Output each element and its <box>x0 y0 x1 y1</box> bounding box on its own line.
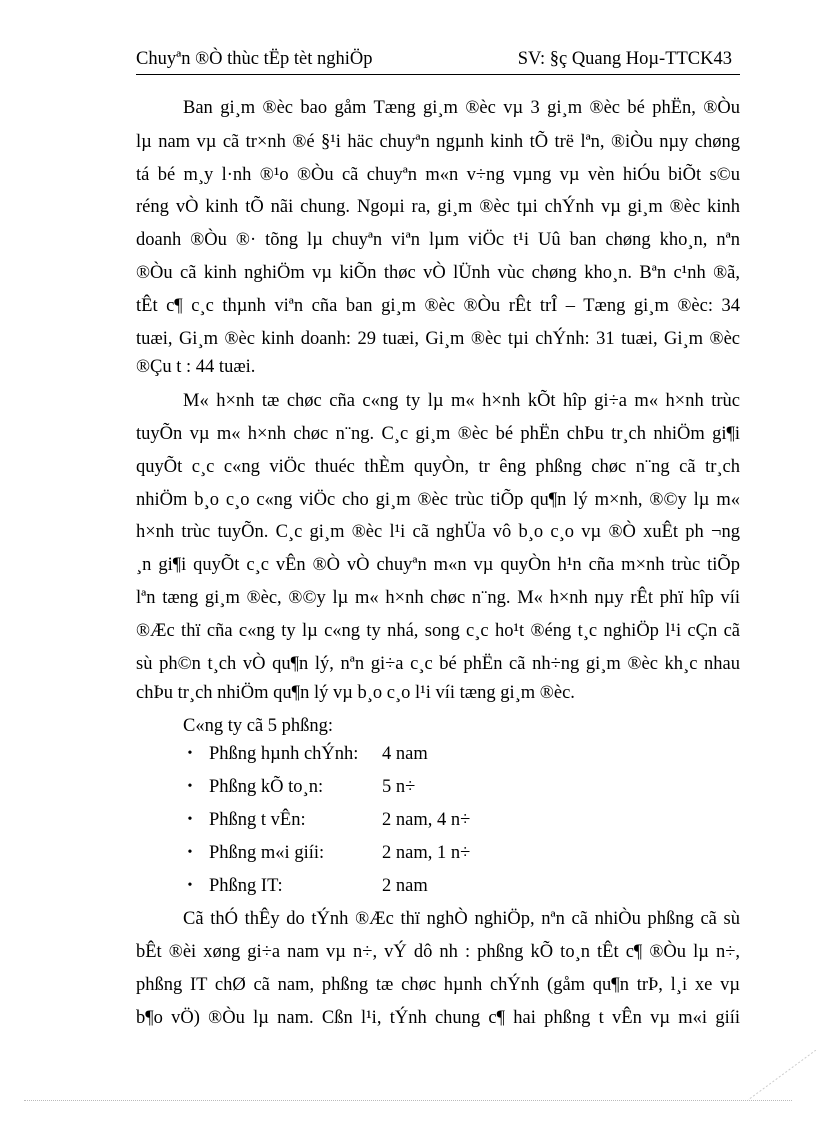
paragraph-2-line: chÞu tr¸ch nhiÖm qu¶n lý vµ b¸o c¸o l¹i víi tæng gi¸m ®èc. <box>136 683 575 703</box>
paragraph-3-line: b¶o vÖ) ®Òu lµ nam. Cßn l¹i, tÝnh chung c¶ hai phßng t vÊn vµ m«i giíi <box>136 1008 740 1028</box>
paragraph-1-line: Ban gi¸m ®èc bao gåm Tæng gi¸m ®èc vµ 3 gi¸m ®èc bé phËn, ®Òu <box>183 98 740 118</box>
departments-intro: C«ng ty cã 5 phßng: <box>183 716 334 736</box>
paragraph-1-line: tá bé m¸y l·nh ®¹o ®Òu cã chuyªn m«n v÷ng vµng vµ vèn hiÓu biÕt s©u <box>136 165 740 185</box>
department-staff: 2 nam <box>382 876 428 896</box>
paragraph-3-line: phßng IT chØ cã nam, phßng tæ chøc hµnh chÝnh (gåm qu¶n trÞ, l¸i xe vµ <box>136 975 740 995</box>
department-name: Phßng kÕ to¸n: <box>209 777 324 797</box>
paragraph-1-line: tÊt c¶ c¸c thµnh viªn cña ban gi¸m ®èc ®Òu rÊt trÎ – Tæng gi¸m ®èc: 34 <box>136 296 740 316</box>
department-name: Phßng IT: <box>209 876 283 896</box>
bullet-dot: • <box>187 746 193 761</box>
paragraph-3-line: Cã thÓ thÊy do tÝnh ®Æc thï nghÒ nghiÖp, nªn cã nhiÒu phßng cã sù <box>183 909 740 929</box>
paragraph-2-line: M« h×nh tæ chøc cña c«ng ty lµ m« h×nh kÕt hîp gi÷a m« h×nh trùc <box>183 391 740 411</box>
department-staff: 4 nam <box>382 744 428 764</box>
bullet-dot: • <box>187 779 193 794</box>
department-name: Phßng hµnh chÝnh: <box>209 744 359 764</box>
paragraph-3-line: bÊt ®èi xøng gi÷a nam vµ n÷, vÝ dô nh : phßng kÕ to¸n tÊt c¶ ®Òu lµ n÷, <box>136 942 740 962</box>
paragraph-2-line: nhiÖm b¸o c¸o c«ng viÖc cho gi¸m ®èc trùc tiÕp qu¶n lý m×nh, ®©y lµ m« <box>136 490 740 510</box>
paragraph-1-line: lµ nam vµ cã tr×nh ®é §¹i häc chuyªn ngµnh kinh tÕ trë lªn, ®iÒu nµy chøng <box>136 132 740 152</box>
paragraph-2-line: tuyÕn vµ m« h×nh chøc n¨ng. C¸c gi¸m ®èc bé phËn chÞu tr¸ch nhiÖm gi¶i <box>136 424 740 444</box>
paragraph-2-line: h×nh trùc tuyÕn. C¸c gi¸m ®èc l¹i cã nghÜa vô b¸o c¸o vµ ®Ò xuÊt ph ¬ng <box>136 522 740 542</box>
paragraph-2-line: quyÕt c¸c c«ng viÖc thuéc thÈm quyÒn, tr êng phßng chøc n¨ng cã tr¸ch <box>136 457 740 477</box>
header-title: Chuyªn ®Ò thùc tËp tèt nghiÖp <box>136 49 373 69</box>
header-author: SV: §ç Quang Hoµ-TTCK43 <box>517 49 732 69</box>
bullet-dot: • <box>187 812 193 827</box>
paragraph-1-line: tuæi, Gi¸m ®èc kinh doanh: 29 tuæi, Gi¸m ®èc tµi chÝnh: 31 tuæi, Gi¸m ®èc <box>136 329 740 349</box>
paragraph-2-line: ®Æc thï cña c«ng ty lµ c«ng ty nhá, song c¸c ho¹t ®éng t¸c nghiÖp l¹i cÇn cã <box>136 621 740 641</box>
paragraph-1-line: ®Çu t : 44 tuæi. <box>136 357 256 377</box>
bullet-dot: • <box>187 878 193 893</box>
paragraph-1-line: doanh ®Òu ®· tõng lµ chuyªn viªn lµm viÖc t¹i Uû ban chøng kho¸n, nªn <box>136 230 740 250</box>
paragraph-1-line: réng vÒ kinh tÕ nãi chung. Ngoµi ra, gi¸m ®èc tµi chÝnh vµ gi¸m ®èc kinh <box>136 197 740 217</box>
page-header <box>136 48 740 75</box>
page-border-line <box>24 1100 792 1101</box>
paragraph-2-line: sù ph©n t¸ch vÒ qu¶n lý, nªn gi÷a c¸c bé phËn cã nh÷ng gi¸m ®èc kh¸c nhau <box>136 654 740 674</box>
paragraph-2-line: ¸n gi¶i quyÕt c¸c vÊn ®Ò vÒ chuyªn m«n vµ quyÒn h¹n cña m×nh trùc tiÕp <box>136 555 740 575</box>
department-name: Phßng t vÊn: <box>209 810 306 830</box>
department-staff: 5 n÷ <box>382 777 416 797</box>
paragraph-2-line: lªn tæng gi¸m ®èc, ®©y lµ m« h×nh chøc n¨ng. M« h×nh nµy rÊt phï hîp víi <box>136 588 740 608</box>
page-corner-decoration <box>748 1050 816 1100</box>
department-staff: 2 nam, 4 n÷ <box>382 810 471 830</box>
bullet-dot: • <box>187 845 193 860</box>
department-staff: 2 nam, 1 n÷ <box>382 843 471 863</box>
department-name: Phßng m«i giíi: <box>209 843 325 863</box>
paragraph-1-line: ®Òu cã kinh nghiÖm vµ kiÕn thøc vÒ lÜnh vùc chøng kho¸n. Bªn c¹nh ®ã, <box>136 263 740 283</box>
